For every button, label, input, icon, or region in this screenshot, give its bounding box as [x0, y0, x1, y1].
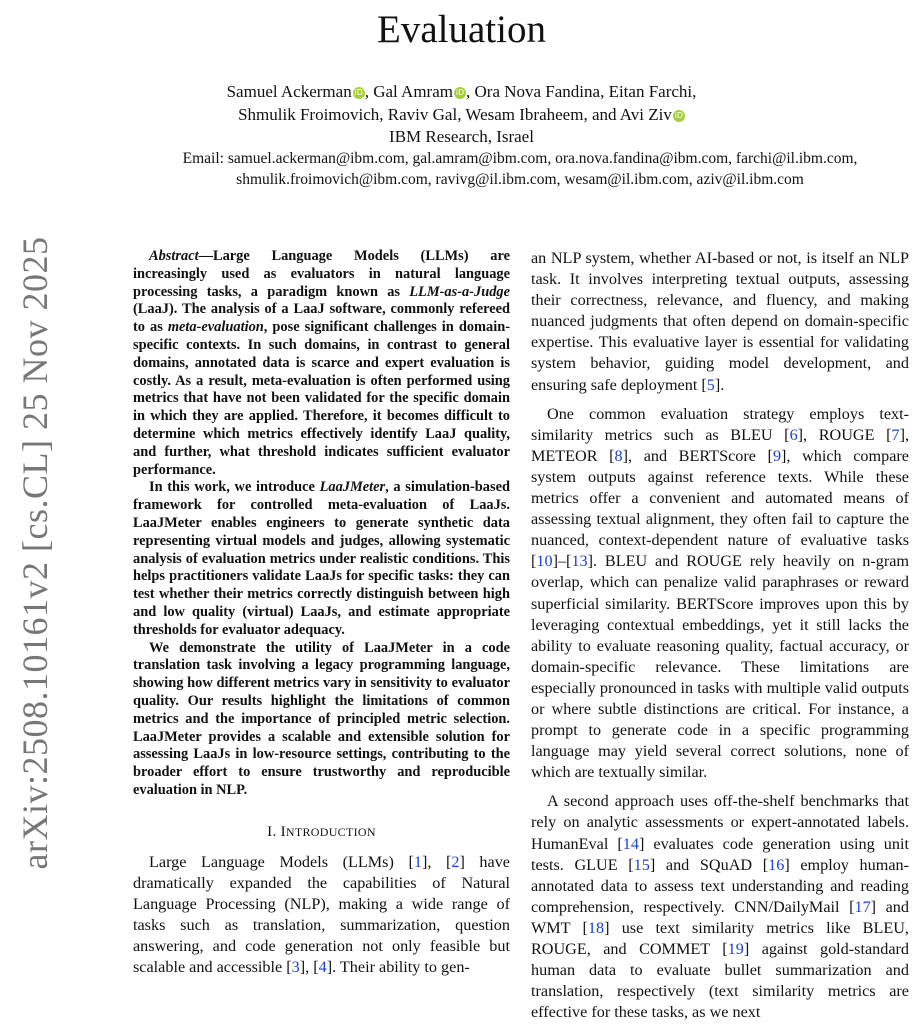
body-paragraph — [531, 791, 909, 1023]
author-name: , Gal Amram — [364, 82, 453, 101]
text-run: ] have dramatically expanded the capabilities of Natural Language Processing (NLP), making a wide range of tasks such as translation, summarization, question answering, and code generation not only feasible but scalable and accessible [ — [133, 852, 510, 977]
text-run: , a simulation-based framework for controlled meta-evaluation of LaaJs. LaaJMeter enables engineers to generate synthetic data representing virtual models and judges, allowing systematic analysis of evaluation metrics under realistic conditions. This helps practitioners validate LaaJs for specific tasks: they can test whether their metrics correctly distinguish between high and low quality (virtual) LaaJs, and estimate appropriate thresholds for evaluator adequacy. — [133, 479, 510, 638]
abstract-paragraph — [133, 479, 510, 639]
abstract-dash: — — [198, 248, 213, 264]
citation-link[interactable]: 2 — [451, 852, 460, 871]
text-run: ] evaluates code generation using unit tests. GLUE [ — [531, 834, 909, 874]
text-run: ] against gold-standard human data to evaluate bullet summarization and translation, respectively (text similarity metrics are effective for these tasks, as we next — [531, 940, 910, 1022]
citation-link[interactable]: 13 — [571, 552, 588, 571]
text-run: ], and BERTScore [ — [622, 446, 773, 465]
citation-link[interactable]: 14 — [622, 834, 639, 853]
text-run: ], ROUGE [ — [797, 425, 892, 444]
text-run: ], [ — [421, 852, 452, 871]
text-run: ]–[ — [552, 552, 572, 571]
citation-link[interactable]: 15 — [633, 855, 650, 874]
text-run: ], METEOR [ — [531, 425, 909, 465]
citation-link[interactable]: 7 — [891, 425, 900, 444]
emphasis: meta-evaluation — [167, 319, 264, 336]
intro-text — [133, 852, 510, 979]
affiliation: IBM Research, Israel — [389, 127, 534, 146]
author-names: Shmulik Froimovich, Raviv Gal, Wesam Ibraheem, and Avi Ziv — [238, 105, 672, 124]
text-run: an NLP system, whether AI-based or not, is itself an NLP task. It involves interpreting textual outputs, assessing their correctness, relevance, and fluency, and making nuanced judgments that often depend on domain-specific expertise. This evaluative layer is essential for validating system behavior, guiding model development, and ensuring safe deployment [ — [531, 249, 909, 394]
section-heading — [133, 822, 510, 842]
paper-title: Evaluation — [377, 8, 546, 51]
email-line: shmulik.froimovich@ibm.com, ravivg@il.ibm.com, wesam@il.ibm.com, aziv@il.ibm.com — [236, 171, 804, 188]
section-title-rest: NTRODUCTION — [285, 824, 376, 839]
text-run: ] use text similarity metrics like BLEU, ROUGE, and COMMET [ — [531, 918, 909, 958]
text-run: ] employ human-annotated data to assess text understanding and reading comprehension, respectively. CNN/DailyMail [ — [531, 855, 909, 916]
orcid-icon[interactable]: iD — [455, 88, 465, 97]
emphasis: LaaJMeter — [319, 479, 386, 496]
text-run: ], which compare system outputs against reference texts. While these metrics offer a convenient and automated means of assessing textual alignment, they often fail to capture the nuanced, context-dependent nature of evaluative tasks [ — [531, 446, 909, 571]
citation-link[interactable]: 1 — [413, 852, 422, 871]
author-names: , Ora Nova Fandina, Eitan Farchi, — [466, 82, 697, 101]
orcid-icon[interactable]: iD — [674, 111, 684, 120]
author-list — [0, 80, 923, 126]
author-name: Samuel Ackerman — [226, 82, 352, 101]
citation-link[interactable]: 10 — [536, 552, 553, 571]
citation-link[interactable]: 18 — [587, 918, 605, 937]
text-run: One common evaluation strategy employs text-similarity metrics such as BLEU [ — [531, 404, 909, 444]
text-run: ] and WMT [ — [531, 897, 909, 937]
citation-link[interactable]: 9 — [772, 446, 782, 465]
text-run: ]. BLEU and ROUGE rely heavily on n-gram overlap, which can penalize valid paraphrases or reward superficial similarity. BERTScore improves upon this by leveraging contextual embeddings, yet it still lacks the ability to evaluate reasoning quality, factual accuracy, or domain-specific relevance. These limitations are especially pronounced in tasks with multiple valid outputs or where subtle distinctions are critical. For instance, a prompt to generate code in a specific programming language may yield several correct solutions, none of which are textually similar. — [531, 552, 909, 782]
emphasis: LLM-as-a-Judge — [409, 283, 510, 300]
citation-link[interactable]: 8 — [614, 446, 623, 465]
body-paragraph — [531, 248, 909, 396]
citation-link[interactable]: 3 — [291, 958, 300, 977]
citation-link[interactable]: 17 — [854, 897, 871, 916]
body-paragraph — [531, 404, 909, 784]
text-run: In this work, we introduce — [149, 479, 320, 496]
arxiv-identifier[interactable]: arXiv:2508.10161v2 [cs.CL] 25 Nov 2025 — [15, 236, 55, 870]
text-run: ]. — [714, 375, 725, 394]
abstract-label: Abstract — [149, 248, 199, 264]
citation-link[interactable]: 19 — [727, 940, 744, 958]
citation-link[interactable]: 5 — [706, 375, 715, 394]
text-run: (LaaJ). The analysis of a LaaJ software, commonly refereed to as — [133, 301, 510, 336]
section-title-initial: I — [280, 823, 286, 840]
left-column — [133, 248, 510, 978]
citation-link[interactable]: 4 — [318, 958, 327, 977]
email-list — [0, 148, 923, 190]
citation-link[interactable]: 16 — [768, 855, 785, 874]
abstract-paragraph: We demonstrate the utility of LaaJMeter in a code translation task involving a legacy programming language, showing how different metrics vary in sensitivity to evaluator quality. Our results highlight the limitations of common metrics and the importance of principled metric selection. LaaJMeter provides a scalable and extensible solution for assessing LaaJs in low-resource settings, contributing to the broader effort to ensure trustworthy and reproducible evaluation in NLP. — [133, 639, 510, 798]
text-run: ] and SQuAD [ — [649, 855, 769, 874]
body-paragraph — [133, 852, 510, 979]
text-run: Large Language Models (LLMs) [ — [149, 852, 414, 871]
citation-link[interactable]: 6 — [789, 425, 798, 444]
text-run: Large Language Models (LLMs) are increasingly used as evaluators in natural language processing tasks, a paradigm known as — [133, 248, 510, 300]
abstract — [133, 248, 510, 800]
text-run: ], [ — [299, 958, 319, 977]
body-text — [531, 248, 909, 1023]
text-run: A second approach uses off-the-shelf benchmarks that rely on analytic assessments or expert-annotated labels. HumanEval [ — [531, 792, 909, 853]
text-run: ]. Their ability to gen- — [326, 958, 470, 977]
orcid-icon[interactable]: iD — [354, 88, 363, 97]
abstract-paragraph — [133, 248, 510, 479]
section-number: I. — [267, 823, 277, 840]
right-column — [531, 248, 909, 1031]
email-line: Email: samuel.ackerman@ibm.com, gal.amram@ibm.com, ora.nova.fandina@ibm.com, farchi@il.ibm.com, — [182, 150, 858, 167]
text-run: , pose significant challenges in domain-specific contexts. In such domains, in contrast to general domains, annotated data is scarce and expert evaluation is costly. As a result, meta-evaluation is often performed using metrics that have not been validated for the specific domain in which they are applied. Therefore, it becomes difficult to determine which metrics effectively identify LaaJ quality, and further, what threshold indicates sufficient evaluator performance. — [133, 319, 510, 478]
